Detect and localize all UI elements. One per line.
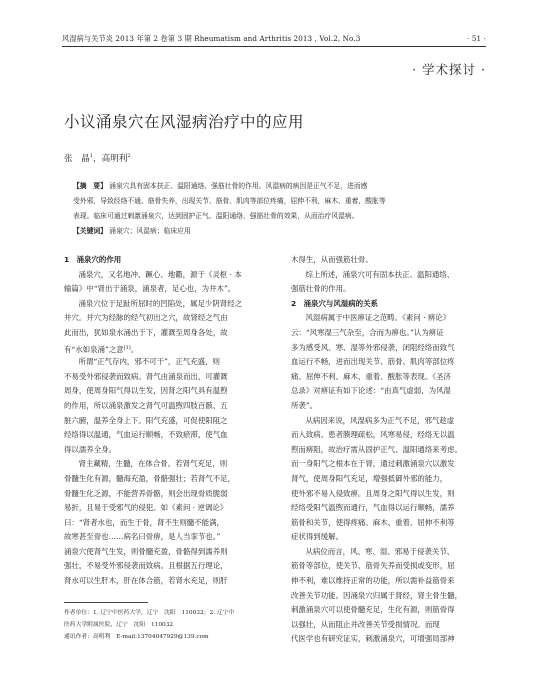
running-head-text: 风湿病与关节炎 2013 年第 2 卷第 3 期 Rheumatism and Arthritis 2013 , Vol.2, No.3 bbox=[62, 34, 361, 43]
keywords-tag: 【关键词】 bbox=[73, 227, 107, 235]
body-line: 伸不利，难以维持正常的功能，所以需补益筋骨来 bbox=[291, 576, 455, 586]
right-column bbox=[291, 253, 489, 647]
article-title: 小议涌泉穴在风湿病治疗中的应用 bbox=[64, 113, 305, 131]
page-number: · 51 · bbox=[467, 34, 486, 43]
author-1: 张 晶 bbox=[64, 154, 90, 164]
footnote-rule bbox=[64, 602, 148, 603]
body-line: 此而出，犹如泉水涌出于下，灌溉至周身各处，故 bbox=[64, 327, 228, 337]
section-heading: 1 涌泉穴的作用 bbox=[64, 255, 122, 264]
body-line: 不易受外邪侵袭而致病。肾气由涌泉而出，可灌溉 bbox=[64, 371, 228, 381]
body-line: 井穴。井穴为经脉的经气初出之穴，故肾经之气由 bbox=[64, 313, 228, 323]
abstract-line: 表现。临床可通过刺激涌泉穴，达到固护正气、温阳通络、强筋壮骨的效果，从而治疗风湿病。 bbox=[73, 212, 359, 220]
body-line: 肾水可以生肝木，肝在体合筋，若肾水充足，则肝 bbox=[64, 576, 228, 586]
abstract-line: 受外邪，导致经络不通、筋骨失养，出现关节、筋骨、肌肉等部位疼痛，屈伸不利，麻木、重着，酸胀等 bbox=[73, 197, 386, 205]
body-line: 易折，且易于受邪气的侵犯。如《素问 · 逆调论》 bbox=[64, 503, 228, 513]
body-line: 骨髓生化有源，髓海充盈，骨骼强壮；若肾气不足， bbox=[64, 473, 236, 483]
body-line: 曰：“肾者水也，而生于骨，肾不生则髓不能满， bbox=[64, 517, 224, 527]
body-line: 痛、屈伸不利、麻木、重着、酸胀等表现。《圣济 bbox=[291, 371, 451, 381]
body-line: 肾主藏精，生髓，在体合骨。若肾气充足，则 bbox=[78, 459, 228, 469]
body-line: 周身，使周身阳气得以生发，因肾之阳气具有温煦 bbox=[64, 386, 228, 396]
body-line: 输篇》中“肾出于涌泉，涌泉者，足心也，为井木”。 bbox=[64, 284, 236, 294]
body-line: 多为感受风、寒、湿等外邪侵袭，闭阻经络而致气 bbox=[291, 342, 455, 352]
body-line: 木得生，从而强筋壮骨。 bbox=[291, 255, 373, 264]
body-line: 强壮，不易受外邪侵袭而致病。且根据五行理论， bbox=[64, 561, 228, 571]
header-rule bbox=[62, 46, 486, 47]
body-line: 症状得到缓解。 bbox=[291, 532, 344, 542]
body-line: 涌泉穴，又名地冲、蹶心、地衢，源于《灵枢 · 本 bbox=[78, 269, 242, 279]
left-column bbox=[64, 253, 262, 589]
citation-ref: [1] bbox=[123, 344, 131, 351]
body-line: 云：“风寒湿三气杂至，合而为痹也。”认为痹证 bbox=[291, 327, 444, 337]
body-line: 故寒甚至骨也……病名曰骨痹，是人当挛节也。” bbox=[64, 532, 221, 542]
footnote bbox=[64, 607, 264, 643]
body-line: 涌泉穴位于足趾所屈时的凹陷处，属足少阴肾经之 bbox=[78, 298, 243, 308]
author-2: 高明利 bbox=[101, 154, 128, 164]
body-line: 强筋壮骨的作用。 bbox=[291, 284, 351, 294]
column-label: · 学术探讨 · bbox=[412, 62, 486, 77]
abstract-tag: 【摘 要】 bbox=[73, 182, 107, 190]
body-line: 脏六腑，温养全身上下。阳气充盛，可促使阳阻之 bbox=[64, 415, 228, 425]
abstract-line bbox=[73, 179, 469, 194]
body-line: 刺激涌泉穴可以使骨髓充足，生化有源，则筋骨得 bbox=[291, 605, 455, 615]
body-line: 而一身阳气之根本在于肾，通过刺激涌泉穴以激发 bbox=[291, 459, 455, 469]
abstract-block bbox=[73, 179, 469, 239]
body-line: 肾气，使周身阳气充足，增强抵御外邪的能力， bbox=[291, 473, 448, 483]
author-1-affiliation: 1 bbox=[89, 153, 93, 159]
body-line: 风湿病属于中医痹证之范畴。《素问 · 痹论》 bbox=[305, 313, 451, 323]
body-line: 得以濡养全身。 bbox=[64, 444, 117, 454]
body-line: 筋骨等部位，使关节、筋骨失养而受损或变形，屈 bbox=[291, 561, 455, 571]
body-line: 以强壮，从而阻止并改善关节受损情况。而现 bbox=[291, 619, 440, 629]
body-line: 筋骨和关节，使得疼痛、麻木、重着、屈伸不利等 bbox=[291, 517, 455, 527]
body-line: 总录》对痹证有如下论述：“由真气虚弱，为风湿 bbox=[291, 386, 451, 396]
keywords-line bbox=[73, 224, 469, 239]
body-line: 涌泉穴使肾气生发，则骨髓充盈，骨骼得到濡养则 bbox=[64, 546, 228, 556]
body-line: 从病因来说，风湿病多为正气不足，邪气趁虚 bbox=[305, 415, 455, 425]
body-line: 改善关节功能。因涌泉穴归属于肾经，肾主骨生髓， bbox=[291, 590, 463, 600]
keywords-text: 涌泉穴；风湿病；临床应用 bbox=[109, 227, 191, 235]
body-line: 经络得以温通，气血运行顺畅，不致瘀滞，使气血 bbox=[64, 430, 228, 440]
running-head bbox=[62, 34, 486, 44]
footnote-line: 通讯作者：高明利 E-mail:13704047929@139.com bbox=[64, 634, 209, 640]
body-line: 而入致病。患者腠理疏松，风寒易侵，经络无以温 bbox=[291, 430, 455, 440]
author-2-affiliation: 2 bbox=[127, 153, 131, 159]
body-line: 骨髓生化乏源，不能营养骨骼，则会出现骨质脆弱 bbox=[64, 488, 228, 498]
footnote-line: 作者单位：1. 辽宁中医药大学，辽宁 沈阳 110032；2. 辽宁中 bbox=[64, 610, 235, 616]
body-line: 煦而痹阻，故治疗需从固护正气、温阳通络来考虑。 bbox=[291, 444, 463, 454]
body-line: 所袭”。 bbox=[291, 400, 318, 410]
footnote-line: 医药大学附属医院，辽宁 沈阳 110032 bbox=[64, 622, 174, 628]
body-line: 代医学也有研究证实，刺激涌泉穴，可增强局部神 bbox=[291, 634, 455, 644]
author-line: 张 晶$^1$，高明利$^2$ bbox=[64, 153, 131, 164]
body-line: 综上所述，涌泉穴可有固本扶正、温阳通络、 bbox=[305, 269, 455, 279]
body-line: 从病位而言，风、寒、湿、邪易于侵袭关节、 bbox=[305, 546, 455, 556]
body-line: 的作用，所以涌泉激发之肾气可温煦四肢百骸、五 bbox=[64, 400, 228, 410]
abstract-text: 涌泉穴具有固本扶正、温阳通络、强筋壮骨的作用。风湿病的病因是正气不足，进而感 bbox=[109, 182, 368, 190]
body-line: 使外邪不易入侵致痹。且周身之阳气得以生发，则 bbox=[291, 488, 455, 498]
body-line: 所谓“正气存内，邪不可干”，正气充盛，则 bbox=[78, 357, 220, 367]
body-line: 血运行不畅，进而出现关节、筋骨、肌肉等部位疼 bbox=[291, 357, 455, 367]
body-line: 有“水如泉涌”之意[1]。 bbox=[64, 344, 139, 354]
section-heading: 2 涌泉穴与风湿病的关系 bbox=[291, 298, 378, 308]
body-line: 经络受阳气温煦而通行，气血得以运行顺畅，濡养 bbox=[291, 503, 455, 513]
